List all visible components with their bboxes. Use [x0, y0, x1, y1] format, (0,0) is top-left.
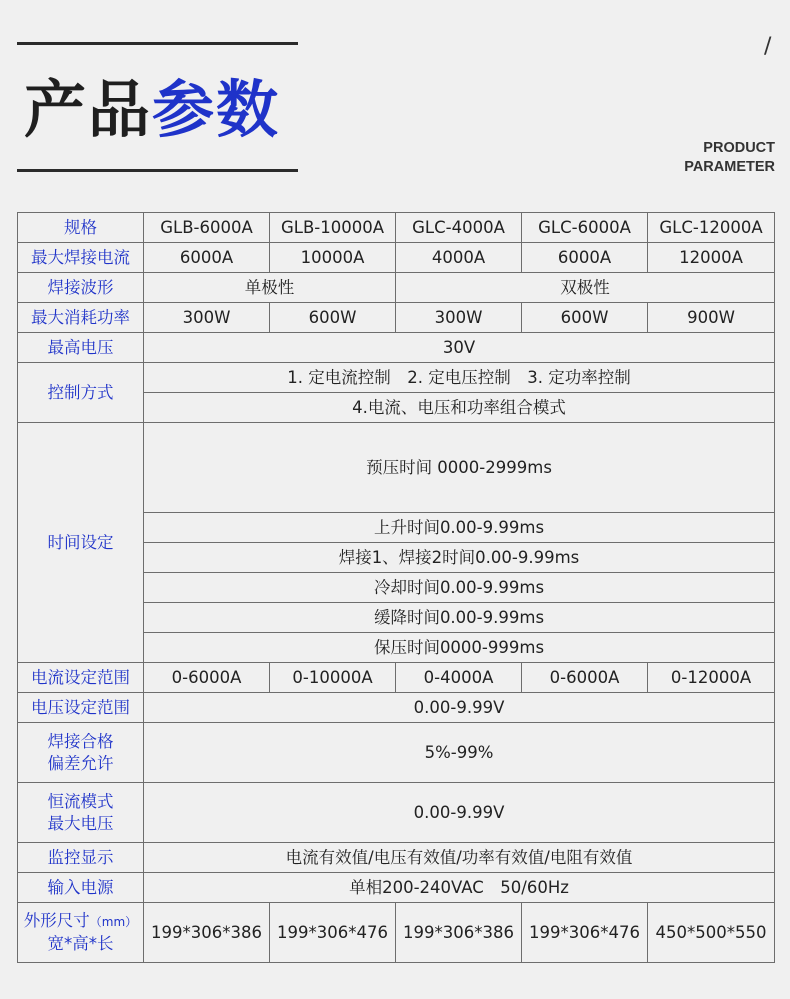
label-time: 时间设定: [18, 423, 144, 663]
row-monitor: [18, 843, 775, 873]
max-current-cell: 6000A: [522, 243, 648, 273]
model-cell: GLC-6000A: [522, 213, 648, 243]
subtitle: [684, 139, 775, 177]
row-size: [18, 903, 775, 963]
label-size-unit: （mm）: [89, 915, 138, 929]
power-input-value: 单相200-240VAC 50/60Hz: [144, 873, 775, 903]
row-voltage-range: [18, 693, 775, 723]
current-range-cell: 0-4000A: [396, 663, 522, 693]
parameter-table: [17, 212, 775, 963]
label-size-text: 外形尺寸: [23, 911, 90, 930]
row-control-1: [18, 363, 775, 393]
row-time-1: [18, 423, 775, 513]
label-cc-line-1: 恒流模式: [47, 791, 114, 811]
label-power-input: 输入电源: [18, 873, 144, 903]
label-deviation-line-1: 焊接合格: [47, 731, 114, 751]
label-max-power: 最大消耗功率: [18, 303, 144, 333]
row-cc-max-voltage: [18, 783, 775, 843]
model-cell: GLC-12000A: [648, 213, 775, 243]
header-rule-bottom: [17, 169, 298, 172]
label-cc-max-voltage: [18, 783, 144, 843]
max-current-cell: 12000A: [648, 243, 775, 273]
size-cell: 199*306*386: [396, 903, 522, 963]
size-cell: 450*500*550: [648, 903, 775, 963]
label-waveform: 焊接波形: [18, 273, 144, 303]
label-size-line-2: 宽*高*长: [47, 934, 114, 953]
size-cell: 199*306*476: [270, 903, 396, 963]
max-power-cell: 300W: [396, 303, 522, 333]
max-power-cell: 900W: [648, 303, 775, 333]
max-power-cell: 600W: [522, 303, 648, 333]
max-voltage-value: 30V: [144, 333, 775, 363]
row-deviation: [18, 723, 775, 783]
label-voltage-range: 电压设定范围: [18, 693, 144, 723]
decorative-slash: /: [764, 34, 772, 59]
current-range-cell: 0-6000A: [522, 663, 648, 693]
label-size: [18, 903, 144, 963]
label-control: 控制方式: [18, 363, 144, 423]
time-weld: 焊接1、焊接2时间0.00-9.99ms: [144, 543, 775, 573]
size-cell: 199*306*476: [522, 903, 648, 963]
control-line-2: 4.电流、电压和功率组合模式: [144, 393, 775, 423]
max-current-cell: 4000A: [396, 243, 522, 273]
header-rule-top: [17, 42, 298, 45]
label-deviation: [18, 723, 144, 783]
max-current-cell: 10000A: [270, 243, 396, 273]
row-waveform: [18, 273, 775, 303]
label-max-voltage: 最高电压: [18, 333, 144, 363]
time-cool: 冷却时间0.00-9.99ms: [144, 573, 775, 603]
model-cell: GLB-10000A: [270, 213, 396, 243]
label-size-line-1: [18, 910, 143, 933]
max-current-cell: 6000A: [144, 243, 270, 273]
row-power-input: [18, 873, 775, 903]
title-accent-part: 参数: [152, 73, 281, 146]
page-title: [24, 72, 280, 148]
cc-max-voltage-value: 0.00-9.99V: [144, 783, 775, 843]
voltage-range-value: 0.00-9.99V: [144, 693, 775, 723]
time-rise: 上升时间0.00-9.99ms: [144, 513, 775, 543]
time-hold: 保压时间0000-999ms: [144, 633, 775, 663]
row-max-voltage: [18, 333, 775, 363]
current-range-cell: 0-10000A: [270, 663, 396, 693]
waveform-unipolar: 单极性: [144, 273, 396, 303]
size-cell: 199*306*386: [144, 903, 270, 963]
current-range-cell: 0-6000A: [144, 663, 270, 693]
max-power-cell: 300W: [144, 303, 270, 333]
time-ramp-down: 缓降时间0.00-9.99ms: [144, 603, 775, 633]
label-model: 规格: [18, 213, 144, 243]
time-preload: 预压时间 0000-2999ms: [144, 423, 775, 513]
waveform-bipolar: 双极性: [396, 273, 775, 303]
row-current-range: [18, 663, 775, 693]
max-power-cell: 600W: [270, 303, 396, 333]
row-max-power: [18, 303, 775, 333]
label-max-current: 最大焊接电流: [18, 243, 144, 273]
subtitle-line-1: PRODUCT: [703, 140, 775, 156]
label-deviation-line-2: 偏差允许: [47, 753, 114, 773]
label-current-range: 电流设定范围: [18, 663, 144, 693]
model-cell: GLB-6000A: [144, 213, 270, 243]
label-monitor: 监控显示: [18, 843, 144, 873]
current-range-cell: 0-12000A: [648, 663, 775, 693]
monitor-value: 电流有效值/电压有效值/功率有效值/电阻有效值: [144, 843, 775, 873]
title-dark-part: 产品: [24, 73, 153, 146]
control-line-1: 1. 定电流控制 2. 定电压控制 3. 定功率控制: [144, 363, 775, 393]
row-max-current: [18, 243, 775, 273]
row-model: [18, 213, 775, 243]
subtitle-line-2: PARAMETER: [684, 159, 775, 175]
model-cell: GLC-4000A: [396, 213, 522, 243]
deviation-value: 5%-99%: [144, 723, 775, 783]
label-cc-line-2: 最大电压: [47, 813, 114, 833]
